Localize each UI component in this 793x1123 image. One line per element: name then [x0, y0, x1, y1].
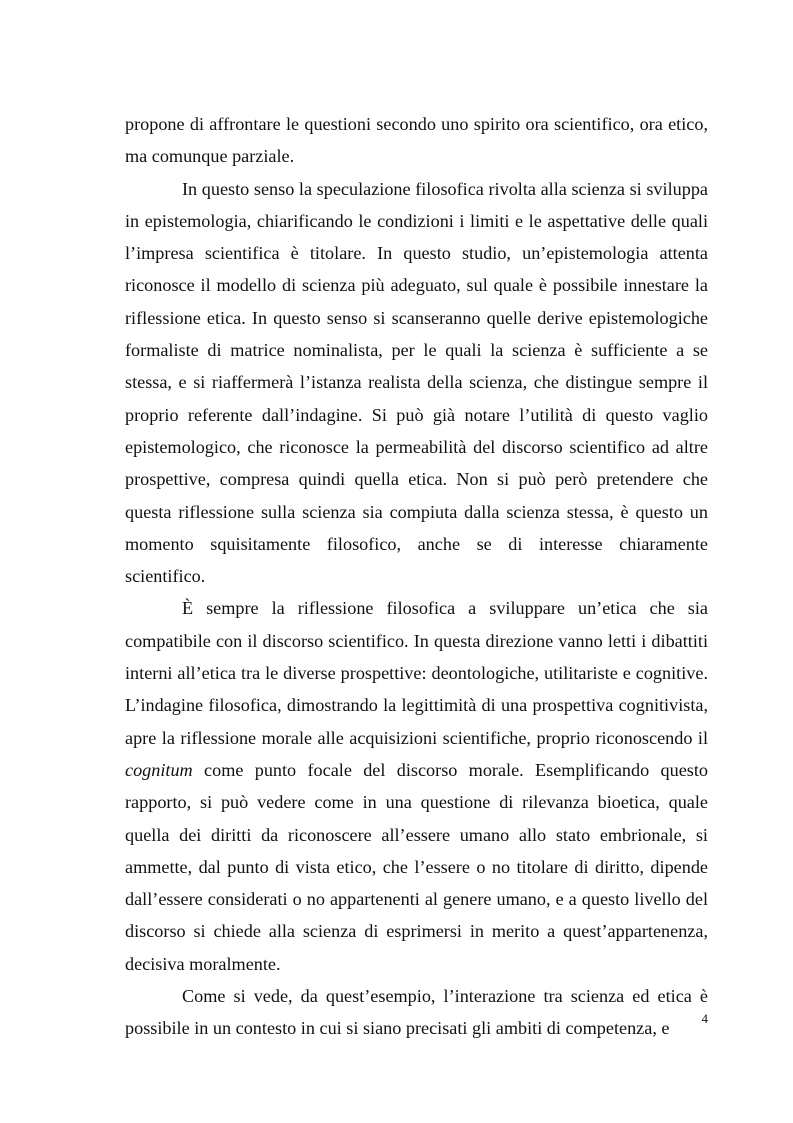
paragraph-ethics-text-after: come punto focale del discorso morale. Esemplificando questo rapporto, si può vedere come in una questione di rilevanza bioetica, quale quella dei diritti da riconoscere all’essere umano allo stato embrionale, si ammette, dal punto di vista etico, che l’essere o no titolare di diritto, dipende dall’essere considerati o no appartenenti al genere umano, e a questo livello del discorso si chiede alla scienza di esprimersi in merito a quest’appartenenza, decisiva moralmente.: [125, 759, 708, 974]
paragraph-interaction: Come si vede, da quest’esempio, l’interazione tra scienza ed etica è possibile in un contesto in cui si siano precisati gli ambiti di competenza, e: [125, 986, 708, 1039]
paragraph-epistemology: In questo senso la speculazione filosofica rivolta alla scienza si sviluppa in epistemologia, chiarificando le condizioni i limiti e le aspettative delle quali l’impresa scientifica è titolare. In questo studio, un’epistemologia attenta riconosce il modello di scienza più adeguato, sul quale è possibile innestare la riflessione etica. In questo senso si scanseranno quelle derive epistemologiche formaliste di matrice nominalista, per le quali la scienza è sufficiente a se stessa, e si riaffermerà l’istanza realista della scienza, che distingue sempre il proprio referente dall’indagine. Si può già notare l’utilità di questo vaglio epistemologico, che riconosce la permeabilità del discorso scientifico ad altre prospettive, compresa quindi quella etica. Non si può però pretendere che questa riflessione sulla scienza sia compiuta dalla scienza stessa, è questo un momento squisitamente filosofico, anche se di interesse chiaramente scientifico.: [125, 178, 708, 587]
emphasized-term: cognitum: [125, 759, 193, 780]
paragraph-ethics: [125, 592, 708, 980]
page-number: 4: [701, 1011, 708, 1026]
paragraph-ethics-text-before: È sempre la riflessione filosofica a sviluppare un’etica che sia compatibile con il discorso scientifico. In questa direzione vanno letti i dibattiti interni all’etica tra le diverse prospettive: deontologiche, utilitariste e cognitive. L’indagine filosofica, dimostrando la legittimità di una prospettiva cognitivista, apre la riflessione morale alle acquisizioni scientifiche, proprio riconoscendo il: [125, 598, 708, 748]
body-text: [125, 108, 708, 1045]
paragraph-continuation: propone di affrontare le questioni secondo uno spirito ora scientifico, ora etico, ma comunque parziale.: [125, 114, 708, 167]
